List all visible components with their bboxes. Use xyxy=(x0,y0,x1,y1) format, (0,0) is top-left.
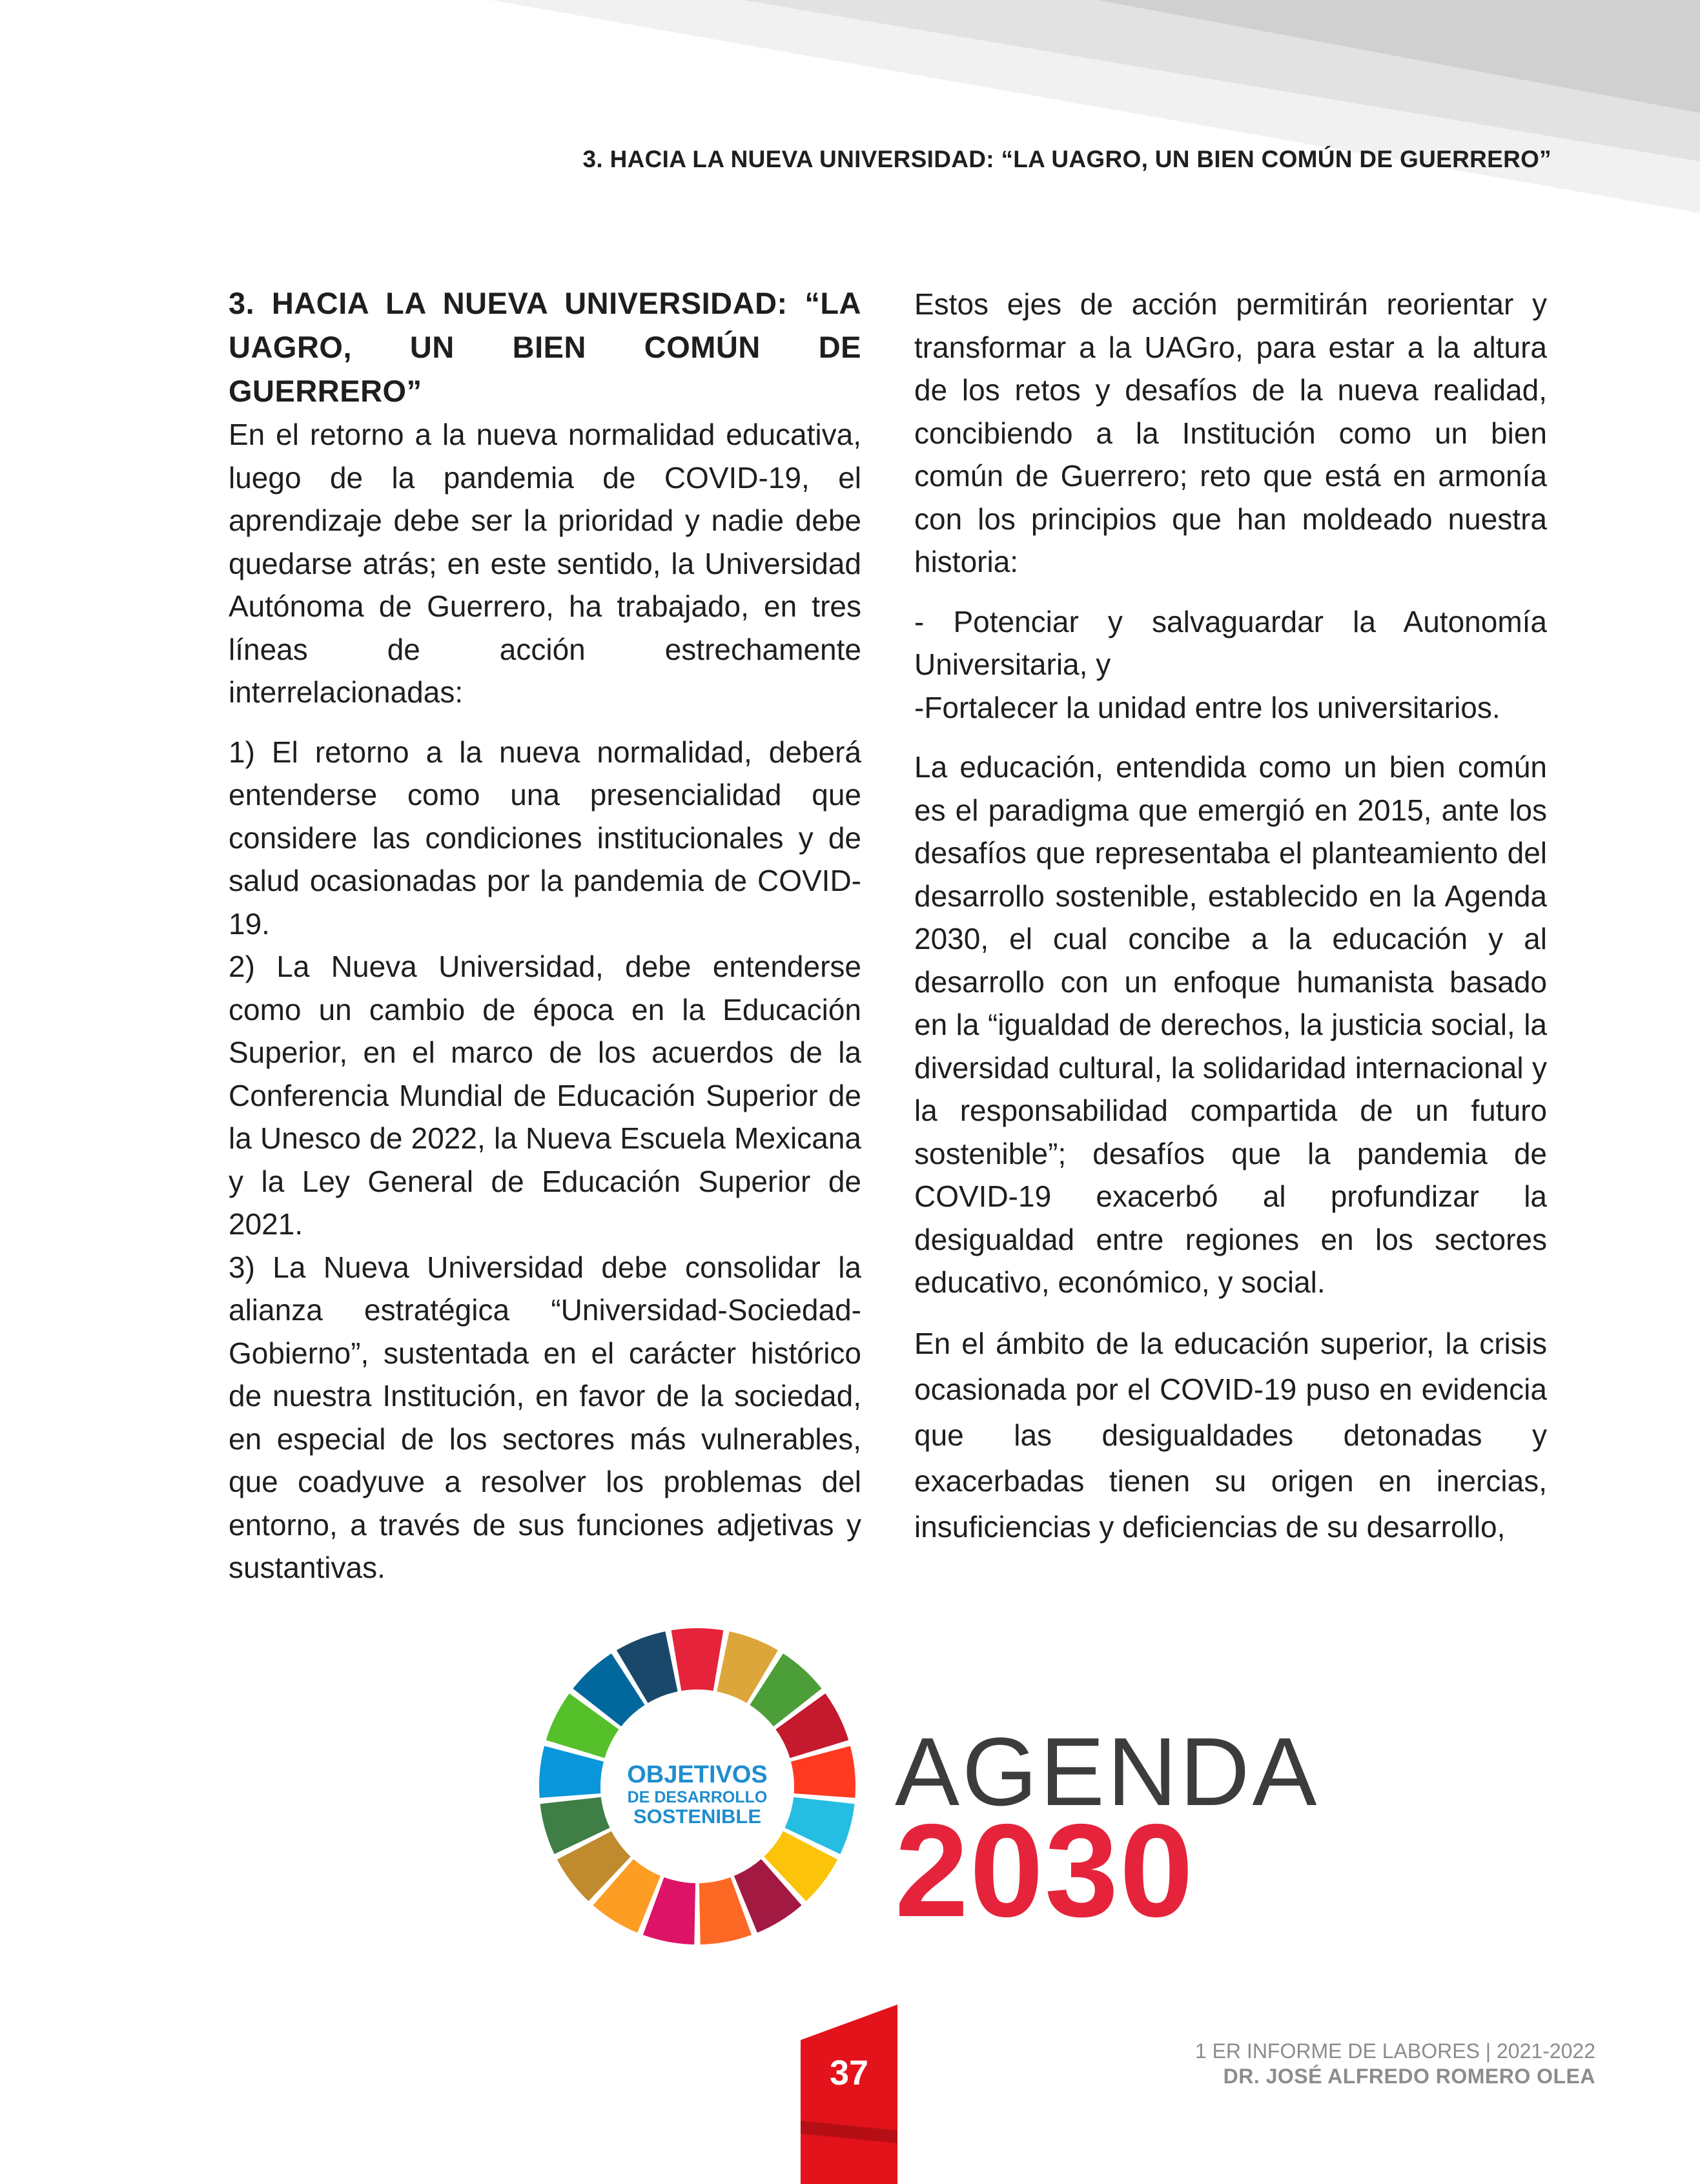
page-number: 37 xyxy=(829,2054,869,2092)
running-header: 3. HACIA LA NUEVA UNIVERSIDAD: “LA UAGRO, UN BIEN COMÚN DE GUERRERO” xyxy=(582,146,1552,172)
intro-paragraph: En el retorno a la nueva normalidad educativa, luego de la pandemia de COVID-19, el aprendizaje debe ser la prioridad y nadie debe quedarse atrás; en este sentido, la Universidad Autónoma de Guerrero, ha trabajado, en tres líneas de acción estrechamente interrelacionadas: xyxy=(229,418,861,709)
sdg-label-line2: DE DESARROLLO xyxy=(627,1788,768,1806)
page-number-tab xyxy=(801,2005,897,2184)
agenda-year: 2030 xyxy=(895,1797,1195,1944)
agenda-word: AGENDA xyxy=(895,1717,1320,1826)
sdg-label-line1: OBJETIVOS xyxy=(627,1761,768,1788)
sdg-label-line3: SOSTENIBLE xyxy=(633,1805,762,1828)
axes-paragraph: Estos ejes de acción permitirán reorientar y transformar a la UAGro, para estar a la altura de los retos y desafíos de la nueva realidad, concibiendo a la Institución como un bien común de Guerrero; reto que está en armonía con los principios que han moldeado nuestra historia: xyxy=(914,287,1547,578)
report-author: DR. JOSÉ ALFREDO ROMERO OLEA xyxy=(1223,2065,1595,2088)
sdg-wheel-segment xyxy=(671,1628,724,1691)
action-line-3: 3) La Nueva Universidad debe consolidar la alianza estratégica “Universidad-Sociedad-Gobierno”, sustentada en el carácter histórico de nuestra Institución, en favor de la sociedad, en especial de los sectores más vulnerables, que coadyuve a resolver los problemas del entorno, a través de sus funciones adjetivas y sustantivas. xyxy=(229,1250,861,1584)
principle-1: - Potenciar y salvaguardar la Autonomía Universitaria, y xyxy=(914,604,1547,681)
action-line-1: 1) El retorno a la nueva normalidad, deberá entenderse como una presencialidad que considere las condiciones institucionales y de salud ocasionadas por la pandemia de COVID-19. xyxy=(229,735,861,941)
left-column xyxy=(229,281,861,1589)
action-line-2: 2) La Nueva Universidad, debe entenderse como un cambio de época en la Educación Superior, en el marco de los acuerdos de la Conferencia Mundial de Educación Superior de la Unesco de 2022, la Nueva Escuela Mexicana y la Ley General de Educación Superior de 2021. xyxy=(229,950,861,1241)
section-title: 3. HACIA LA NUEVA UNIVERSIDAD: “LA UAGRO, UN BIEN COMÚN DE GUERRERO” xyxy=(229,286,861,408)
common-good-paragraph: La educación, entendida como un bien común es el paradigma que emergió en 2015, ante los desafíos que representaba el planteamiento del desarrollo sostenible, establecido en la Agenda 2030, el cual concibe a la educación y al desarrollo con un enfoque humanista basado en la “igualdad de derechos, la justicia social, la diversidad cultural, la solidaridad internacional y la responsabilidad compartida de un futuro sostenible”; desafíos que la pandemia de COVID-19 exacerbó al profundizar la desigualdad entre regiones en los sectores educativo, económico, y social. xyxy=(914,750,1547,1299)
principle-2: -Fortalecer la unidad entre los universitarios. xyxy=(914,690,1500,724)
higher-education-paragraph: En el ámbito de la educación superior, la crisis ocasionada por el COVID-19 puso en evidencia que las desigualdades detonadas y exacerbadas tienen su origen en inercias, insuficiencias y deficiencias de su desarrollo, xyxy=(914,1326,1547,1544)
right-column xyxy=(914,283,1547,1550)
report-title: 1 ER INFORME DE LABORES | 2021-2022 xyxy=(1194,2039,1595,2063)
